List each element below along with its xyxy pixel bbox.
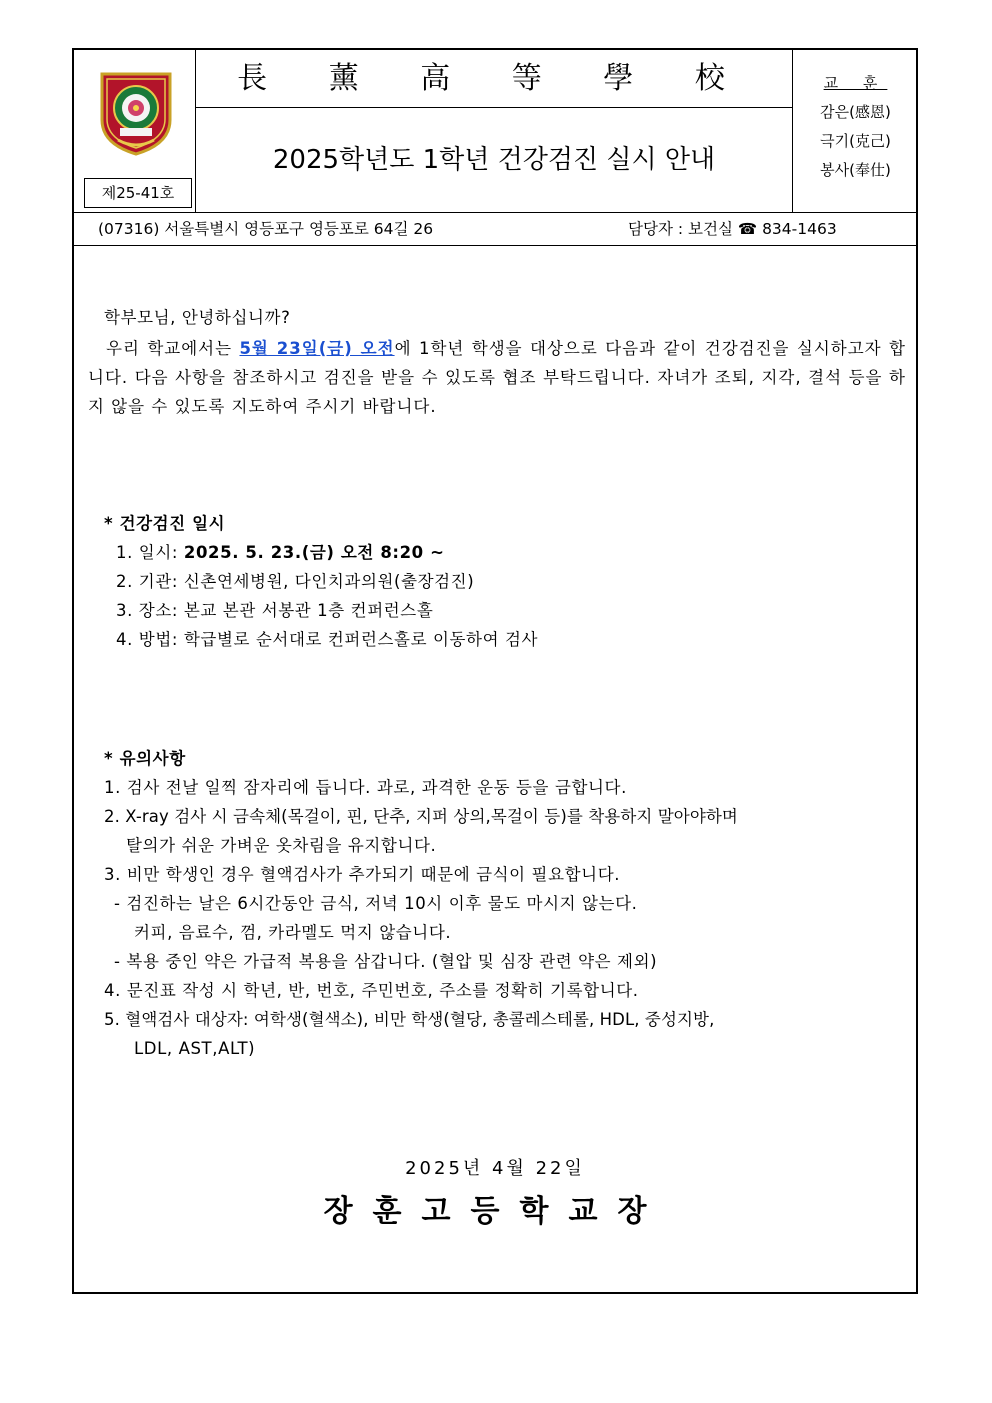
schedule-heading: * 건강검진 일시 bbox=[104, 514, 226, 533]
schedule-item: 4. 방법: 학급별로 순서대로 컨퍼런스홀로 이동하여 검사 bbox=[116, 630, 539, 649]
principal-signature: 장훈고등학교장 bbox=[323, 1194, 667, 1229]
note-line: 탈의가 쉬운 가벼운 옷차림을 유지합니다. bbox=[126, 836, 437, 855]
school-emblem-icon bbox=[98, 70, 174, 156]
intro-text: 에 1학년 학생을 대상으로 다음과 같이 건강검진을 실시하고자 합니다. 다음 사항을 참조하시고 검진을 받을 수 있도록 협조 부탁드립니다. 자녀가 조퇴, 지각, 결석 등을 하지 않을 수 있도록 지도하여 주시기 바랍니다. bbox=[88, 339, 906, 416]
logo-cell bbox=[74, 50, 196, 212]
motto-item: 극기(克己) bbox=[820, 132, 891, 150]
notes-heading: * 유의사항 bbox=[104, 749, 186, 768]
exam-date-highlight: 5월 23일(금) 오전 bbox=[239, 339, 395, 358]
intro-paragraph bbox=[88, 334, 906, 421]
address-row bbox=[74, 212, 916, 246]
school-address: (07316) 서울특별시 영등포구 영등포로 64길 26 bbox=[98, 220, 434, 238]
issue-date: 2025년 4월 22일 bbox=[405, 1158, 585, 1179]
note-line: LDL, AST,ALT) bbox=[134, 1039, 256, 1058]
note-line: 4. 문진표 작성 시 학년, 반, 번호, 주민번호, 주소를 정확히 기록합니다. bbox=[104, 981, 639, 1000]
schedule-label: 1. 일시: bbox=[116, 543, 184, 562]
school-name: 長 薰 高 等 學 校 bbox=[196, 50, 792, 108]
motto-title: 교 훈 bbox=[823, 74, 888, 92]
motto-item: 봉사(奉仕) bbox=[820, 161, 891, 179]
motto-item: 감은(感恩) bbox=[820, 103, 891, 121]
schedule-item: 2. 기관: 신촌연세병원, 다인치과의원(출장검진) bbox=[116, 572, 475, 591]
note-line: - 검진하는 날은 6시간동안 금식, 저녁 10시 이후 물도 마시지 않는다. bbox=[114, 894, 638, 913]
notice-document bbox=[72, 48, 918, 1294]
schedule-item bbox=[116, 541, 445, 565]
note-line: 커피, 음료수, 껌, 카라멜도 먹지 않습니다. bbox=[134, 923, 452, 942]
greeting: 학부모님, 안녕하십니까? bbox=[104, 308, 291, 327]
document-number: 제25-41호 bbox=[84, 178, 192, 208]
schedule-datetime: 2025. 5. 23.(금) 오전 8:20 ~ bbox=[183, 543, 445, 562]
note-line: 1. 검사 전날 일찍 잠자리에 듭니다. 과로, 과격한 운동 등을 금합니다. bbox=[104, 778, 627, 797]
intro-text: 우리 학교에서는 bbox=[106, 339, 240, 358]
note-line: - 복용 중인 약은 가급적 복용을 삼갑니다. (혈압 및 심장 관련 약은 제외) bbox=[114, 952, 658, 971]
note-line: 5. 혈액검사 대상자: 여학생(혈색소), 비만 학생(혈당, 총콜레스테롤, HDL, 중성지방, bbox=[104, 1010, 715, 1029]
note-line: 3. 비만 학생인 경우 혈액검사가 추가되기 때문에 금식이 필요합니다. bbox=[104, 865, 621, 884]
note-line: 2. X-ray 검사 시 금속체(목걸이, 핀, 단추, 지퍼 상의,목걸이 등)를 착용하지 말아야하며 bbox=[104, 807, 738, 826]
school-motto bbox=[792, 50, 918, 212]
contact-info: 담당자 : 보건실 ☎ 834-1463 bbox=[628, 220, 837, 238]
schedule-item: 3. 장소: 본교 본관 서봉관 1층 컨퍼런스홀 bbox=[116, 601, 434, 620]
document-title: 2025학년도 1학년 건강검진 실시 안내 bbox=[272, 145, 716, 175]
